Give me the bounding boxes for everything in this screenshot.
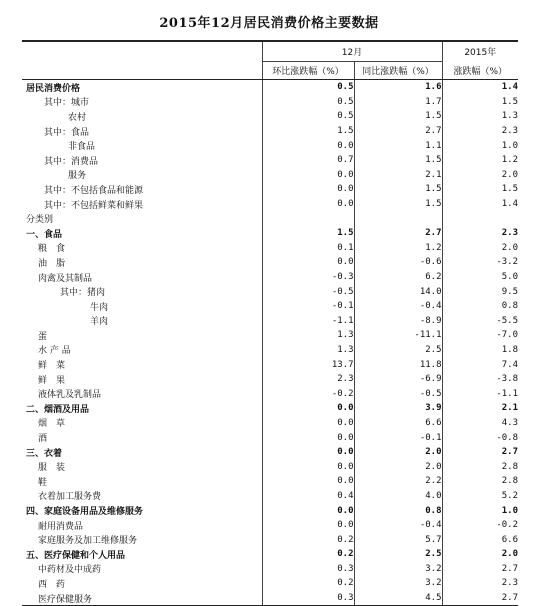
cell-yoy: 2.7 bbox=[354, 124, 442, 139]
page-title: 2015年12月居民消费价格主要数据 bbox=[159, 16, 379, 31]
table-row bbox=[22, 459, 518, 474]
cell-yoy: 1.7 bbox=[354, 95, 442, 110]
table-row bbox=[22, 211, 518, 226]
header-mom: 环比涨跌幅（%） bbox=[262, 62, 354, 80]
cell-yoy: 1.5 bbox=[354, 197, 442, 212]
cell-mom: 13.7 bbox=[262, 357, 354, 372]
table-row bbox=[22, 95, 518, 110]
row-label: 耐用消费品 bbox=[38, 521, 84, 532]
header-group-year: 2015年 bbox=[442, 41, 518, 62]
cell-year: 9.5 bbox=[442, 284, 518, 299]
row-label: 一、食品 bbox=[26, 229, 63, 240]
cell-yoy: 4.0 bbox=[354, 489, 442, 504]
cell-mom: 0.0 bbox=[262, 416, 354, 431]
row-label: 油 脂 bbox=[38, 258, 66, 269]
cell-yoy: 1.5 bbox=[354, 109, 442, 124]
cell-yoy: 2.0 bbox=[354, 459, 442, 474]
cell-year: -0.8 bbox=[442, 430, 518, 445]
cell-year: 5.0 bbox=[442, 270, 518, 285]
table-row bbox=[22, 182, 518, 197]
cell-mom: 0.5 bbox=[262, 95, 354, 110]
cell-year: 2.0 bbox=[442, 168, 518, 183]
table-row bbox=[22, 197, 518, 212]
cell-yoy: -0.1 bbox=[354, 430, 442, 445]
cell-year: 2.8 bbox=[442, 459, 518, 474]
row-label: 其中：城市 bbox=[44, 98, 90, 109]
cell-yoy: 1.6 bbox=[354, 80, 442, 95]
cell-mom: -0.3 bbox=[262, 270, 354, 285]
table-row bbox=[22, 328, 518, 343]
row-label: 其中：猪肉 bbox=[60, 288, 106, 299]
table-row bbox=[22, 386, 518, 401]
cell-year: -7.0 bbox=[442, 328, 518, 343]
cell-year: 2.8 bbox=[442, 474, 518, 489]
cell-yoy: -11.1 bbox=[354, 328, 442, 343]
row-label: 其中：不包括鲜菜和鲜果 bbox=[44, 200, 144, 211]
table-row bbox=[22, 445, 518, 460]
cell-mom: 0.2 bbox=[262, 547, 354, 562]
cell-mom: 1.3 bbox=[262, 328, 354, 343]
row-label: 鲜 果 bbox=[38, 375, 66, 386]
cell-mom: 0.0 bbox=[262, 182, 354, 197]
header-blank bbox=[22, 41, 262, 62]
cell-mom: 2.3 bbox=[262, 372, 354, 387]
cell-mom: 0.0 bbox=[262, 518, 354, 533]
row-label: 酒 bbox=[38, 434, 48, 445]
cell-year: 2.3 bbox=[442, 226, 518, 241]
cell-mom: 0.2 bbox=[262, 532, 354, 547]
row-label: 农村 bbox=[68, 112, 87, 123]
cell-year: 2.3 bbox=[442, 124, 518, 139]
cell-mom: -1.1 bbox=[262, 314, 354, 329]
table-row bbox=[22, 547, 518, 562]
cell-year: 2.7 bbox=[442, 591, 518, 606]
cell-yoy: 2.5 bbox=[354, 343, 442, 358]
cell-year: 6.6 bbox=[442, 532, 518, 547]
cell-year: 1.4 bbox=[442, 197, 518, 212]
row-label: 其中：消费品 bbox=[44, 156, 99, 167]
cell-mom: 1.3 bbox=[262, 343, 354, 358]
cell-year: 1.4 bbox=[442, 80, 518, 95]
cell-yoy: 1.2 bbox=[354, 241, 442, 256]
header-group-december: 12月 bbox=[262, 41, 442, 62]
table-row bbox=[22, 153, 518, 168]
cell-year: -3.2 bbox=[442, 255, 518, 270]
table-row bbox=[22, 138, 518, 153]
cell-yoy: -0.4 bbox=[354, 299, 442, 314]
table-row bbox=[22, 357, 518, 372]
table-row bbox=[22, 80, 518, 95]
cell-yoy: 1.1 bbox=[354, 138, 442, 153]
cell-year: 2.7 bbox=[442, 562, 518, 577]
cell-year: -1.1 bbox=[442, 386, 518, 401]
cell-mom: 0.0 bbox=[262, 445, 354, 460]
cell-year: 2.0 bbox=[442, 547, 518, 562]
table-row bbox=[22, 343, 518, 358]
row-label: 三、衣着 bbox=[26, 448, 63, 459]
cell-mom: -0.1 bbox=[262, 299, 354, 314]
cell-yoy: 5.7 bbox=[354, 532, 442, 547]
row-label: 其中：不包括食品和能源 bbox=[44, 185, 144, 196]
row-label: 水 产 品 bbox=[38, 346, 71, 357]
row-label: 非食品 bbox=[68, 142, 96, 153]
row-label: 四、家庭设备用品及维修服务 bbox=[26, 507, 144, 518]
cell-year: -0.2 bbox=[442, 518, 518, 533]
cell-mom: 0.0 bbox=[262, 474, 354, 489]
cell-year: 2.1 bbox=[442, 401, 518, 416]
cell-mom: -0.5 bbox=[262, 284, 354, 299]
cell-yoy: -6.9 bbox=[354, 372, 442, 387]
cell-year: 2.3 bbox=[442, 576, 518, 591]
cell-mom: 1.5 bbox=[262, 124, 354, 139]
cell-yoy: 2.2 bbox=[354, 474, 442, 489]
table-row bbox=[22, 284, 518, 299]
cell-year: 1.8 bbox=[442, 343, 518, 358]
cell-mom: -0.2 bbox=[262, 386, 354, 401]
table-row bbox=[22, 270, 518, 285]
row-label: 牛肉 bbox=[90, 302, 109, 313]
row-label: 服 装 bbox=[38, 463, 66, 474]
table-row bbox=[22, 416, 518, 431]
row-label: 服务 bbox=[68, 171, 87, 182]
row-label: 中药材及中成药 bbox=[38, 565, 102, 576]
cell-year: 5.2 bbox=[442, 489, 518, 504]
table-row bbox=[22, 576, 518, 591]
table-row bbox=[22, 299, 518, 314]
cell-mom: 0.3 bbox=[262, 562, 354, 577]
table-row bbox=[22, 124, 518, 139]
cell-year: 1.0 bbox=[442, 503, 518, 518]
table-row bbox=[22, 314, 518, 329]
row-label: 家庭服务及加工维修服务 bbox=[38, 536, 138, 547]
cell-year: 1.0 bbox=[442, 138, 518, 153]
cell-mom: 0.0 bbox=[262, 197, 354, 212]
cell-mom: 0.0 bbox=[262, 459, 354, 474]
table-row bbox=[22, 401, 518, 416]
cell-mom: 0.7 bbox=[262, 153, 354, 168]
cell-yoy: -0.5 bbox=[354, 386, 442, 401]
row-label: 羊肉 bbox=[90, 317, 109, 328]
cell-mom: 0.0 bbox=[262, 168, 354, 183]
cell-year: 4.3 bbox=[442, 416, 518, 431]
cell-year: 2.7 bbox=[442, 445, 518, 460]
header-row-top bbox=[22, 41, 518, 62]
cell-mom: 0.4 bbox=[262, 489, 354, 504]
cell-mom bbox=[262, 211, 354, 226]
cell-yoy: 1.5 bbox=[354, 182, 442, 197]
row-label: 粮 食 bbox=[38, 244, 66, 255]
cell-yoy: 3.9 bbox=[354, 401, 442, 416]
cell-mom: 0.3 bbox=[262, 591, 354, 606]
cell-year: 2.0 bbox=[442, 241, 518, 256]
cell-mom: 1.5 bbox=[262, 226, 354, 241]
row-label: 液体乳及乳制品 bbox=[38, 390, 102, 401]
row-label: 西 药 bbox=[38, 579, 66, 590]
row-label: 医疗保健服务 bbox=[22, 591, 262, 606]
cell-yoy bbox=[354, 211, 442, 226]
table-row bbox=[22, 562, 518, 577]
cell-yoy: 11.8 bbox=[354, 357, 442, 372]
row-label: 五、医疗保健和个人用品 bbox=[26, 550, 126, 561]
cell-yoy: 3.2 bbox=[354, 562, 442, 577]
cell-yoy: 2.1 bbox=[354, 168, 442, 183]
cell-year bbox=[442, 211, 518, 226]
cell-year: -3.8 bbox=[442, 372, 518, 387]
cell-mom: 0.0 bbox=[262, 503, 354, 518]
cell-year: 1.5 bbox=[442, 182, 518, 197]
row-label: 蛋 bbox=[38, 331, 48, 342]
cell-yoy: 1.5 bbox=[354, 153, 442, 168]
header-year-change: 涨跌幅（%） bbox=[442, 62, 518, 80]
cell-mom: 0.0 bbox=[262, 401, 354, 416]
cell-yoy: 0.8 bbox=[354, 503, 442, 518]
cell-mom: 0.1 bbox=[262, 241, 354, 256]
header-row-sub bbox=[22, 62, 518, 80]
row-label: 肉禽及其制品 bbox=[38, 273, 93, 284]
cell-yoy: -0.6 bbox=[354, 255, 442, 270]
row-label: 分类别 bbox=[26, 215, 54, 226]
cell-yoy: 14.0 bbox=[354, 284, 442, 299]
cell-year: 1.5 bbox=[442, 95, 518, 110]
cell-yoy: 2.7 bbox=[354, 226, 442, 241]
row-label: 其中：食品 bbox=[44, 127, 90, 138]
table-row bbox=[22, 372, 518, 387]
cell-yoy: 3.2 bbox=[354, 576, 442, 591]
cell-mom: 0.5 bbox=[262, 109, 354, 124]
table-row bbox=[22, 474, 518, 489]
cell-year: -5.5 bbox=[442, 314, 518, 329]
row-label: 鞋 bbox=[38, 477, 48, 488]
cell-mom: 0.0 bbox=[262, 255, 354, 270]
table-row bbox=[22, 532, 518, 547]
table-row bbox=[22, 518, 518, 533]
row-label: 烟 草 bbox=[38, 419, 66, 430]
table-row bbox=[22, 226, 518, 241]
header-yoy: 同比涨跌幅（%） bbox=[354, 62, 442, 80]
table-row bbox=[22, 489, 518, 504]
cell-yoy: 6.2 bbox=[354, 270, 442, 285]
cell-yoy: 6.6 bbox=[354, 416, 442, 431]
cell-yoy: -0.4 bbox=[354, 518, 442, 533]
cell-year: 7.4 bbox=[442, 357, 518, 372]
cell-yoy: 4.5 bbox=[354, 591, 442, 606]
table-row bbox=[22, 591, 518, 606]
row-label: 二、烟酒及用品 bbox=[26, 404, 90, 415]
cell-yoy: -8.9 bbox=[354, 314, 442, 329]
row-label: 居民消费价格 bbox=[26, 83, 81, 94]
table-row bbox=[22, 241, 518, 256]
table-row bbox=[22, 503, 518, 518]
cell-yoy: 2.0 bbox=[354, 445, 442, 460]
table-row bbox=[22, 168, 518, 183]
row-label: 衣着加工服务费 bbox=[38, 492, 102, 503]
row-label: 鲜 菜 bbox=[38, 361, 66, 372]
cell-mom: 0.0 bbox=[262, 138, 354, 153]
table-row bbox=[22, 255, 518, 270]
cell-year: 1.3 bbox=[442, 109, 518, 124]
table-row bbox=[22, 109, 518, 124]
header-blank bbox=[22, 62, 262, 80]
cpi-table bbox=[22, 40, 518, 606]
table-row bbox=[22, 430, 518, 445]
cell-mom: 0.0 bbox=[262, 430, 354, 445]
cell-mom: 0.5 bbox=[262, 80, 354, 95]
cell-year: 0.8 bbox=[442, 299, 518, 314]
cell-yoy: 2.5 bbox=[354, 547, 442, 562]
cell-year: 1.2 bbox=[442, 153, 518, 168]
cell-mom: 0.2 bbox=[262, 576, 354, 591]
